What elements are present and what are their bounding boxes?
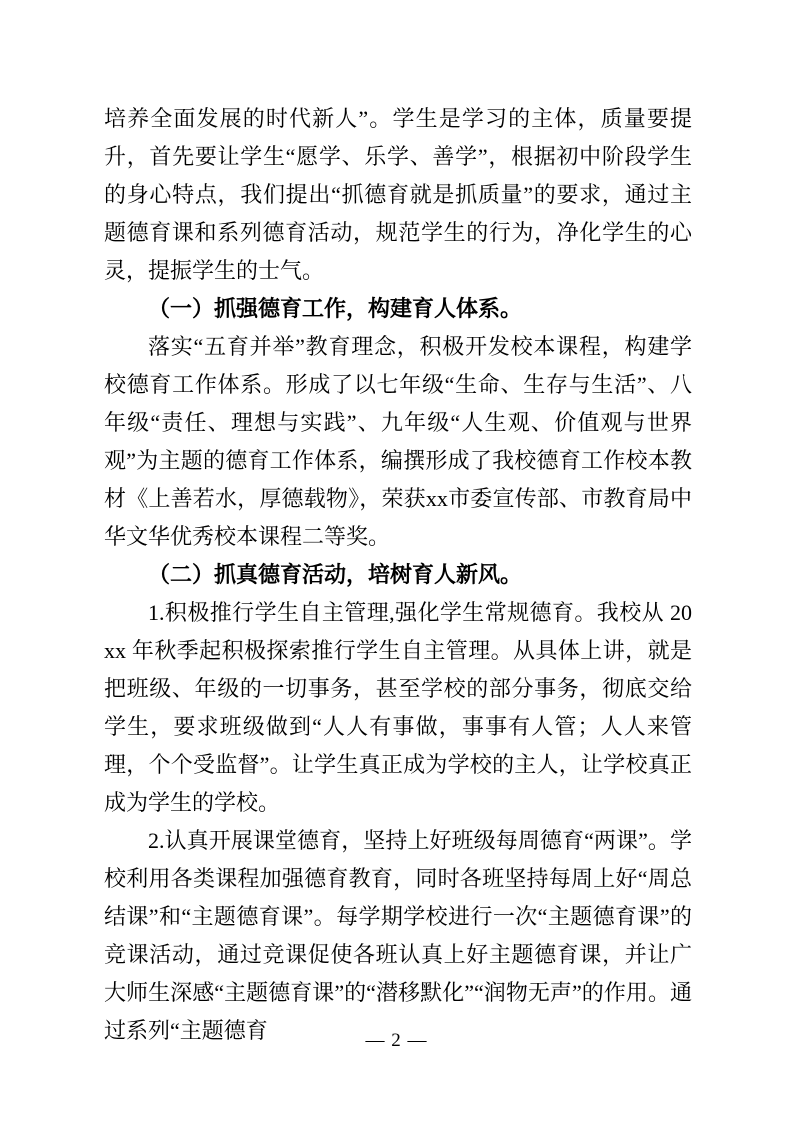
paragraph-continuation: 培养全面发展的时代新人”。学生是学习的主体，质量要提升，首先要让学生“愿学、乐学、善学”，根据初中阶段学生的身心特点，我们提出“抓德育就是抓质量”的要求，通过主题德育课和系列德育活动，规范学生的行为，净化学生的心灵，提振学生的士气。: [104, 106, 692, 283]
page-number: — 2 —: [365, 1030, 428, 1051]
paragraph-student-self-management: 1.积极推行学生自主管理,强化学生常规德育。我校从 20xx 年秋季起积极探索推行学生自主管理。从具体上讲，就是把班级、年级的一切事务，甚至学校的部分事务，彻底交给学生，要求班级做到“人人有事做，事事有人管；人人来管理，个个受监督”。让学生真正成为学校的主人，让学校真正成为学生的学校。: [104, 600, 692, 815]
section-heading-2: （二）抓真德育活动，培树育人新风。: [148, 562, 523, 587]
section-heading-1: （一）抓强德育工作，构建育人体系。: [148, 296, 523, 321]
paragraph-moral-education-system: 落实“五育并举”教育理念，积极开发校本课程，构建学校德育工作体系。形成了以七年级“生命、生存与生活”、八年级“责任、理想与实践”、九年级“人生观、价值观与世界观”为主题的德育工作体系，编撰形成了我校德育工作校本教材《上善若水，厚德载物》，荣获xx市委宣传部、市教育局中华文华优秀校本课程二等奖。: [104, 334, 692, 549]
document-body: [104, 100, 692, 1050]
paragraph-classroom-moral-education: 2.认真开展课堂德育，坚持上好班级每周德育“两课”。学校利用各类课程加强德育教育，同时各班坚持每周上好“周总结课”和“主题德育课”。每学期学校进行一次“主题德育课”的竞课活动，通过竞课促使各班认真上好主题德育课，并让广大师生深感“主题德育课”的“潜移默化”“润物无声”的作用。通过系列“主题德育: [104, 828, 692, 1043]
